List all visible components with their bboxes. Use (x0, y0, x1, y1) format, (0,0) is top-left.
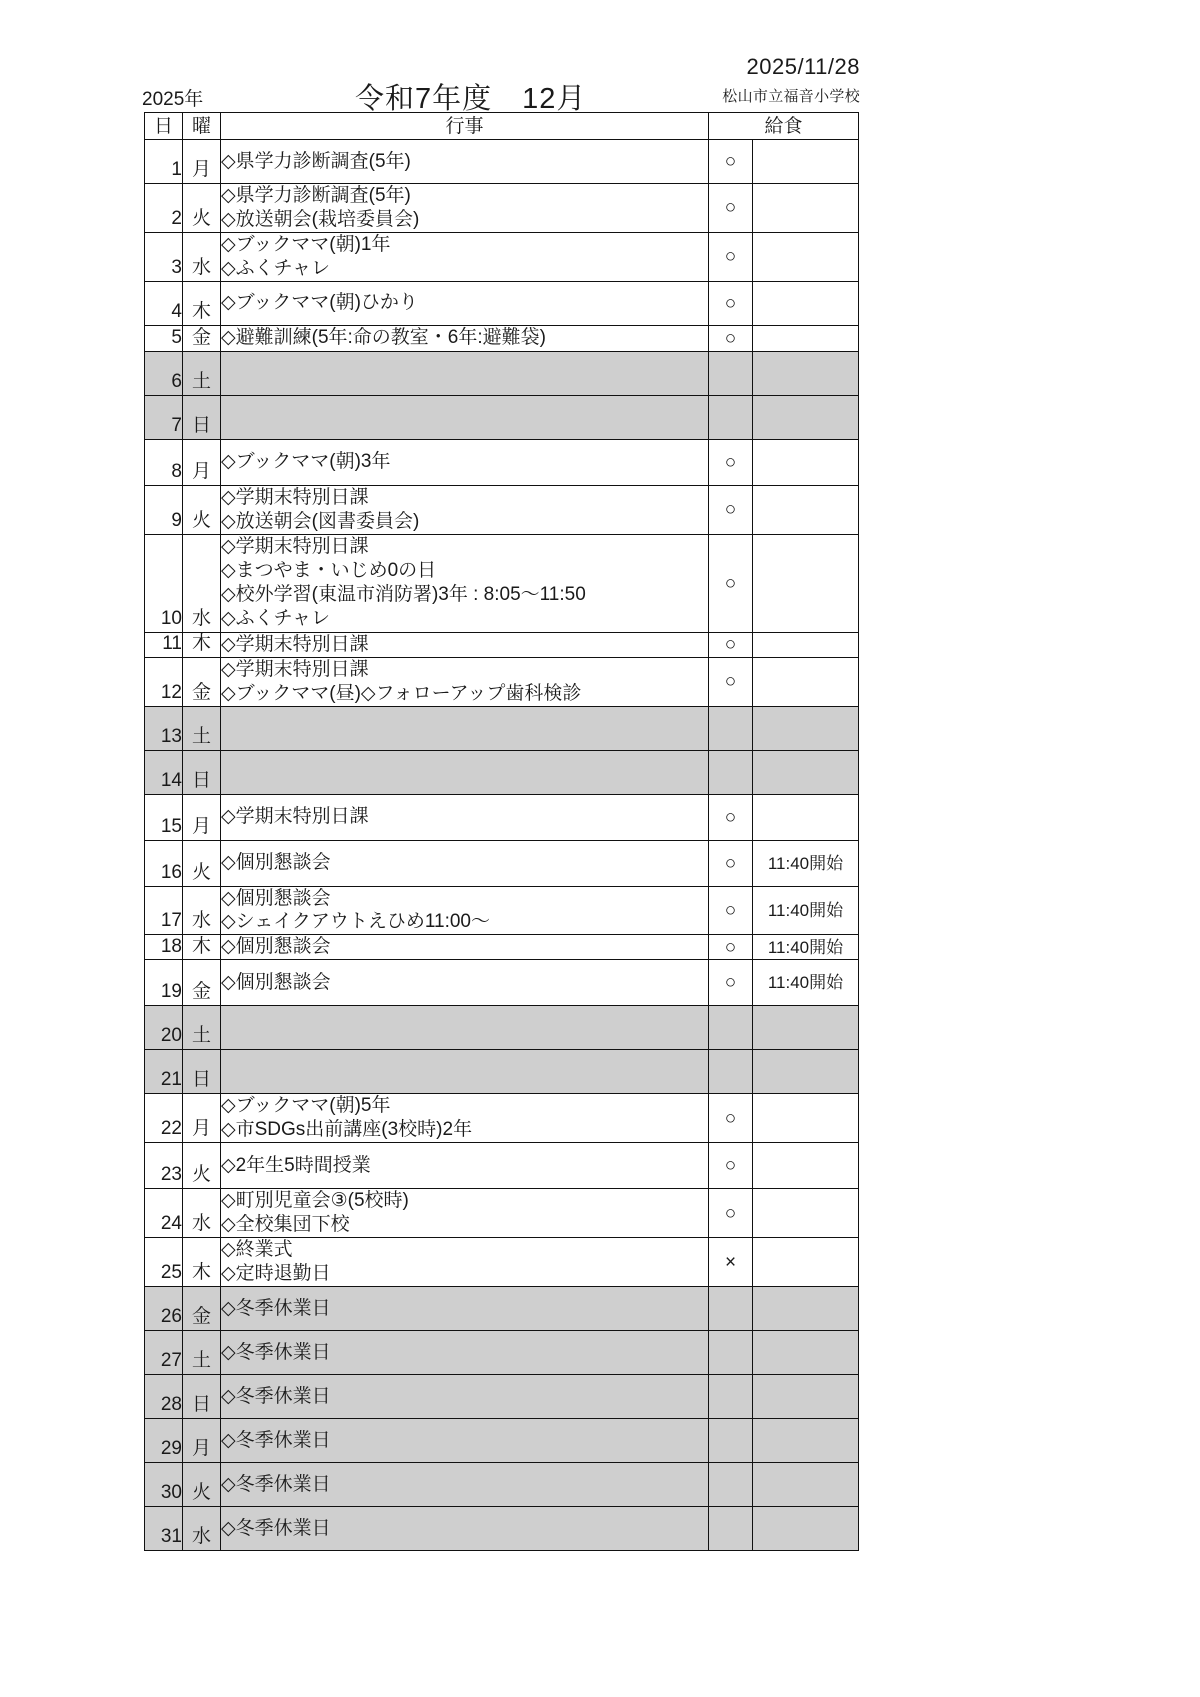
cell-day-of-week: 日 (183, 1050, 221, 1094)
cell-lunch-mark (709, 395, 753, 439)
table-row (145, 534, 859, 632)
cell-lunch-mark: ○ (709, 485, 753, 534)
event-line: ◇町別児童会③(5校時) (221, 1190, 409, 1212)
table-row (145, 140, 859, 184)
cell-lunch-note (753, 1331, 859, 1375)
cell-events (221, 1419, 709, 1463)
cell-lunch-note (753, 1094, 859, 1143)
cell-day: 4 (145, 281, 183, 325)
table-body (145, 140, 859, 1551)
cell-day-of-week: 土 (183, 1006, 221, 1050)
cell-day: 11 (145, 632, 183, 657)
cell-lunch-note (753, 1143, 859, 1189)
column-header-lunch: 給食 (709, 113, 859, 140)
cell-lunch-mark (709, 750, 753, 794)
cell-day-of-week: 月 (183, 794, 221, 840)
cell-day-of-week: 火 (183, 1143, 221, 1189)
table-row (145, 1331, 859, 1375)
cell-day: 16 (145, 840, 183, 886)
cell-day-of-week: 土 (183, 706, 221, 750)
cell-events (221, 706, 709, 750)
cell-day-of-week: 火 (183, 1463, 221, 1507)
cell-lunch-mark: ○ (709, 960, 753, 1006)
cell-day: 3 (145, 232, 183, 281)
event-line: ◇校外学習(東温市消防署)3年 : 8:05〜11:50 (221, 584, 586, 606)
cell-events (221, 935, 709, 960)
cell-events (221, 794, 709, 840)
cell-day: 1 (145, 140, 183, 184)
table-row (145, 935, 859, 960)
event-line: ◇放送朝会(栽培委員会) (221, 208, 420, 230)
cell-day: 21 (145, 1050, 183, 1094)
cell-events (221, 351, 709, 395)
table-row (145, 750, 859, 794)
cell-events (221, 750, 709, 794)
cell-lunch-note (753, 1238, 859, 1287)
event-line: ◇市SDGs出前講座(3校時)2年 (221, 1119, 473, 1141)
cell-lunch-note (753, 794, 859, 840)
cell-day-of-week: 日 (183, 395, 221, 439)
table-row (145, 351, 859, 395)
cell-lunch-note (753, 1189, 859, 1238)
cell-day-of-week: 月 (183, 439, 221, 485)
cell-lunch-note (753, 1463, 859, 1507)
cell-events (221, 1463, 709, 1507)
cell-events (221, 281, 709, 325)
cell-lunch-mark: ○ (709, 840, 753, 886)
cell-day-of-week: 水 (183, 1189, 221, 1238)
table-row (145, 632, 859, 657)
cell-events (221, 1331, 709, 1375)
event-line: ◇終業式 (221, 1239, 293, 1261)
event-line: ◇学期末特別日課 (221, 486, 369, 508)
cell-lunch-mark (709, 1006, 753, 1050)
cell-day: 9 (145, 485, 183, 534)
event-line: ◇学期末特別日課 (221, 806, 369, 828)
cell-lunch-note (753, 632, 859, 657)
cell-day-of-week: 火 (183, 840, 221, 886)
event-line: ◇ふくチャレ (221, 257, 331, 279)
event-line: ◇2年生5時間授業 (221, 1154, 371, 1176)
event-line: ◇冬季休業日 (221, 1429, 331, 1451)
cell-day-of-week: 木 (183, 281, 221, 325)
table-row (145, 886, 859, 935)
event-line: ◇冬季休業日 (221, 1297, 331, 1319)
table-row (145, 184, 859, 233)
cell-events (221, 1238, 709, 1287)
event-line: ◇シェイクアウトえひめ11:00〜 (221, 911, 490, 933)
column-header-event: 行事 (221, 113, 709, 140)
event-line: ◇県学力診断調査(5年) (221, 150, 411, 172)
cell-lunch-note: 11:40開始 (753, 886, 859, 935)
cell-lunch-mark: ○ (709, 184, 753, 233)
table-header (145, 113, 859, 140)
table-row (145, 840, 859, 886)
cell-day-of-week: 日 (183, 750, 221, 794)
cell-events (221, 232, 709, 281)
event-line: ◇学期末特別日課 (221, 658, 369, 680)
event-line: ◇学期末特別日課 (221, 633, 369, 655)
cell-day: 30 (145, 1463, 183, 1507)
cell-events (221, 1094, 709, 1143)
cell-lunch-note (753, 1375, 859, 1419)
cell-day-of-week: 月 (183, 1094, 221, 1143)
cell-day: 20 (145, 1006, 183, 1050)
cell-lunch-mark (709, 1287, 753, 1331)
table-row (145, 1006, 859, 1050)
schedule-table-wrapper (144, 112, 858, 1551)
cell-day-of-week: 土 (183, 1331, 221, 1375)
event-line: ◇ブックママ(朝)ひかり (221, 292, 418, 314)
cell-day-of-week: 水 (183, 886, 221, 935)
cell-lunch-mark (709, 351, 753, 395)
event-line: ◇冬季休業日 (221, 1385, 331, 1407)
table-row (145, 325, 859, 351)
cell-day: 7 (145, 395, 183, 439)
cell-lunch-mark: ○ (709, 657, 753, 706)
event-line: ◇県学力診断調査(5年) (221, 185, 411, 206)
cell-events (221, 140, 709, 184)
table-row (145, 1094, 859, 1143)
table-row (145, 1189, 859, 1238)
table-row (145, 1143, 859, 1189)
cell-lunch-note (753, 439, 859, 485)
table-row (145, 706, 859, 750)
cell-day-of-week: 木 (183, 935, 221, 960)
event-line: ◇ブックママ(昼)◇フォローアップ歯科検診 (221, 682, 582, 704)
cell-events (221, 485, 709, 534)
table-row (145, 281, 859, 325)
school-name: 松山市立福音小学校 (722, 88, 860, 105)
cell-events (221, 657, 709, 706)
cell-lunch-note (753, 657, 859, 706)
cell-lunch-mark (709, 1331, 753, 1375)
cell-day: 25 (145, 1238, 183, 1287)
cell-lunch-note: 11:40開始 (753, 960, 859, 1006)
cell-lunch-note (753, 1006, 859, 1050)
cell-lunch-mark: ○ (709, 632, 753, 657)
cell-events (221, 1507, 709, 1551)
cell-lunch-note (753, 1050, 859, 1094)
cell-lunch-note (753, 281, 859, 325)
cell-day-of-week: 金 (183, 1287, 221, 1331)
cell-events (221, 886, 709, 935)
cell-events (221, 840, 709, 886)
cell-day-of-week: 水 (183, 1507, 221, 1551)
cell-lunch-mark: ○ (709, 232, 753, 281)
table-row (145, 657, 859, 706)
cell-day: 24 (145, 1189, 183, 1238)
table-row (145, 794, 859, 840)
cell-day-of-week: 水 (183, 232, 221, 281)
cell-day: 28 (145, 1375, 183, 1419)
event-line: ◇冬季休業日 (221, 1341, 331, 1363)
cell-day: 22 (145, 1094, 183, 1143)
cell-lunch-mark (709, 1050, 753, 1094)
cell-lunch-note: 11:40開始 (753, 935, 859, 960)
cell-lunch-note (753, 1419, 859, 1463)
page-title: 令和7年度 12月 (355, 83, 587, 115)
cell-lunch-mark: ○ (709, 794, 753, 840)
cell-day-of-week: 金 (183, 325, 221, 351)
cell-day: 23 (145, 1143, 183, 1189)
cell-day: 14 (145, 750, 183, 794)
cell-day-of-week: 水 (183, 534, 221, 632)
event-line: ◇ブックママ(朝)3年 (221, 451, 391, 473)
cell-day-of-week: 月 (183, 1419, 221, 1463)
cell-events (221, 439, 709, 485)
cell-lunch-note (753, 1287, 859, 1331)
cell-events (221, 1050, 709, 1094)
cell-lunch-note (753, 706, 859, 750)
cell-lunch-note (753, 140, 859, 184)
column-header-day: 日 (145, 113, 183, 140)
cell-day-of-week: 月 (183, 140, 221, 184)
cell-day-of-week: 金 (183, 960, 221, 1006)
event-line: ◇定時退勤日 (221, 1263, 331, 1285)
cell-lunch-mark: ○ (709, 439, 753, 485)
cell-lunch-note (753, 184, 859, 233)
cell-day-of-week: 木 (183, 632, 221, 657)
cell-lunch-mark: ○ (709, 1094, 753, 1143)
cell-day-of-week: 木 (183, 1238, 221, 1287)
column-header-dow: 曜 (183, 113, 221, 140)
table-row (145, 1375, 859, 1419)
event-line: ◇全校集団下校 (221, 1214, 350, 1236)
cell-lunch-note (753, 395, 859, 439)
cell-day-of-week: 土 (183, 351, 221, 395)
cell-events (221, 395, 709, 439)
cell-day: 15 (145, 794, 183, 840)
cell-day: 8 (145, 439, 183, 485)
table-row (145, 395, 859, 439)
cell-events (221, 1287, 709, 1331)
event-line: ◇個別懇談会 (221, 936, 331, 958)
cell-lunch-note (753, 750, 859, 794)
year-label: 2025年 (142, 89, 204, 110)
cell-lunch-mark: ○ (709, 1143, 753, 1189)
cell-day: 10 (145, 534, 183, 632)
cell-lunch-mark: ○ (709, 534, 753, 632)
cell-lunch-mark: ○ (709, 281, 753, 325)
table-row (145, 1238, 859, 1287)
cell-day: 17 (145, 886, 183, 935)
cell-lunch-mark (709, 1419, 753, 1463)
cell-day: 27 (145, 1331, 183, 1375)
event-line: ◇避難訓練(5年:命の教室・6年:避難袋) (221, 327, 546, 349)
cell-events (221, 1375, 709, 1419)
table-row (145, 439, 859, 485)
cell-day: 26 (145, 1287, 183, 1331)
cell-lunch-mark: ○ (709, 1189, 753, 1238)
cell-day: 29 (145, 1419, 183, 1463)
cell-lunch-mark (709, 1463, 753, 1507)
cell-events (221, 1143, 709, 1189)
cell-day: 18 (145, 935, 183, 960)
cell-events (221, 325, 709, 351)
cell-lunch-note (753, 351, 859, 395)
cell-lunch-note (753, 232, 859, 281)
cell-lunch-mark: ○ (709, 935, 753, 960)
cell-lunch-mark: × (709, 1238, 753, 1287)
table-row (145, 485, 859, 534)
cell-day-of-week: 日 (183, 1375, 221, 1419)
cell-lunch-mark: ○ (709, 140, 753, 184)
event-line: ◇冬季休業日 (221, 1473, 331, 1495)
cell-day-of-week: 金 (183, 657, 221, 706)
event-line: ◇個別懇談会 (221, 852, 331, 874)
schedule-table (144, 112, 859, 1551)
cell-lunch-mark: ○ (709, 325, 753, 351)
event-line: ◇ふくチャレ (221, 608, 331, 630)
event-line: ◇個別懇談会 (221, 971, 331, 993)
table-row (145, 1287, 859, 1331)
table-row (145, 960, 859, 1006)
cell-lunch-mark: ○ (709, 886, 753, 935)
table-row (145, 1050, 859, 1094)
cell-day: 5 (145, 325, 183, 351)
print-date: 2025/11/28 (746, 54, 860, 79)
event-line: ◇ブックママ(朝)5年 (221, 1095, 391, 1117)
cell-events (221, 960, 709, 1006)
cell-day-of-week: 火 (183, 184, 221, 233)
cell-lunch-mark (709, 1375, 753, 1419)
cell-day: 2 (145, 184, 183, 233)
cell-events (221, 1006, 709, 1050)
cell-day: 19 (145, 960, 183, 1006)
cell-lunch-note (753, 325, 859, 351)
table-row (145, 1463, 859, 1507)
cell-lunch-note: 11:40開始 (753, 840, 859, 886)
table-row (145, 232, 859, 281)
cell-events (221, 534, 709, 632)
event-line: ◇放送朝会(図書委員会) (221, 510, 420, 532)
document-header (140, 48, 860, 115)
cell-lunch-mark (709, 1507, 753, 1551)
event-line: ◇ブックママ(朝)1年 (221, 233, 391, 255)
cell-lunch-note (753, 1507, 859, 1551)
cell-day-of-week: 火 (183, 485, 221, 534)
event-line: ◇学期末特別日課 (221, 536, 369, 558)
cell-events (221, 632, 709, 657)
cell-events (221, 184, 709, 233)
event-line: ◇冬季休業日 (221, 1517, 331, 1539)
cell-day: 12 (145, 657, 183, 706)
cell-lunch-note (753, 534, 859, 632)
event-line: ◇まつやま・いじめ0の日 (221, 560, 437, 582)
cell-day: 13 (145, 706, 183, 750)
cell-day: 6 (145, 351, 183, 395)
table-row (145, 1419, 859, 1463)
table-row (145, 1507, 859, 1551)
event-line: ◇個別懇談会 (221, 887, 331, 909)
cell-lunch-mark (709, 706, 753, 750)
cell-lunch-note (753, 485, 859, 534)
cell-day: 31 (145, 1507, 183, 1551)
cell-events (221, 1189, 709, 1238)
